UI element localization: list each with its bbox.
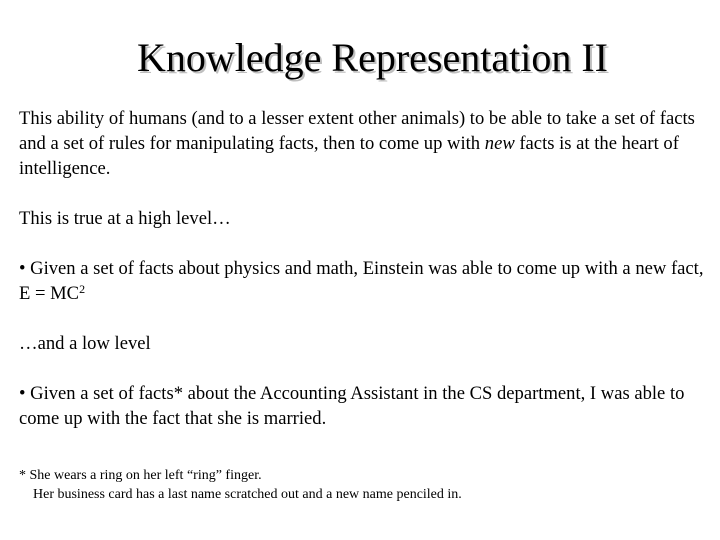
slide-title: Knowledge Representation II: [137, 35, 608, 80]
bullet-accounting: • Given a set of facts* about the Accounting Assistant in the CS department, I was able to come up with the fact that she is married.: [19, 383, 685, 429]
intro-text-after: facts is at the heart of intelligence.: [19, 133, 679, 179]
spacer: [19, 356, 709, 381]
intro-emphasis: new: [484, 133, 515, 154]
spacer: [19, 231, 709, 256]
spacer: [19, 181, 709, 206]
bullet-einstein: [19, 256, 709, 306]
footnote-line-2: Her business card has a last name scratched out and a new name penciled in.: [33, 487, 462, 502]
footnote-line-1: * She wears a ring on her left “ring” finger.: [19, 468, 262, 483]
bullet-einstein-superscript: 2: [79, 282, 86, 296]
high-level-paragraph: This is true at a high level…: [19, 208, 231, 229]
low-level-paragraph: …and a low level: [19, 333, 151, 354]
intro-paragraph: [19, 106, 709, 181]
footnote: [19, 466, 709, 504]
intro-text-before: This ability of humans (and to a lesser extent other animals) to be able to take a set of facts and a set of rules for manipulating facts, then to come up with: [19, 108, 695, 154]
spacer: [19, 306, 709, 331]
slide-body: [19, 106, 709, 431]
bullet-einstein-text: • Given a set of facts about physics and math, Einstein was able to come up with a new fact, E = MC: [19, 258, 704, 304]
